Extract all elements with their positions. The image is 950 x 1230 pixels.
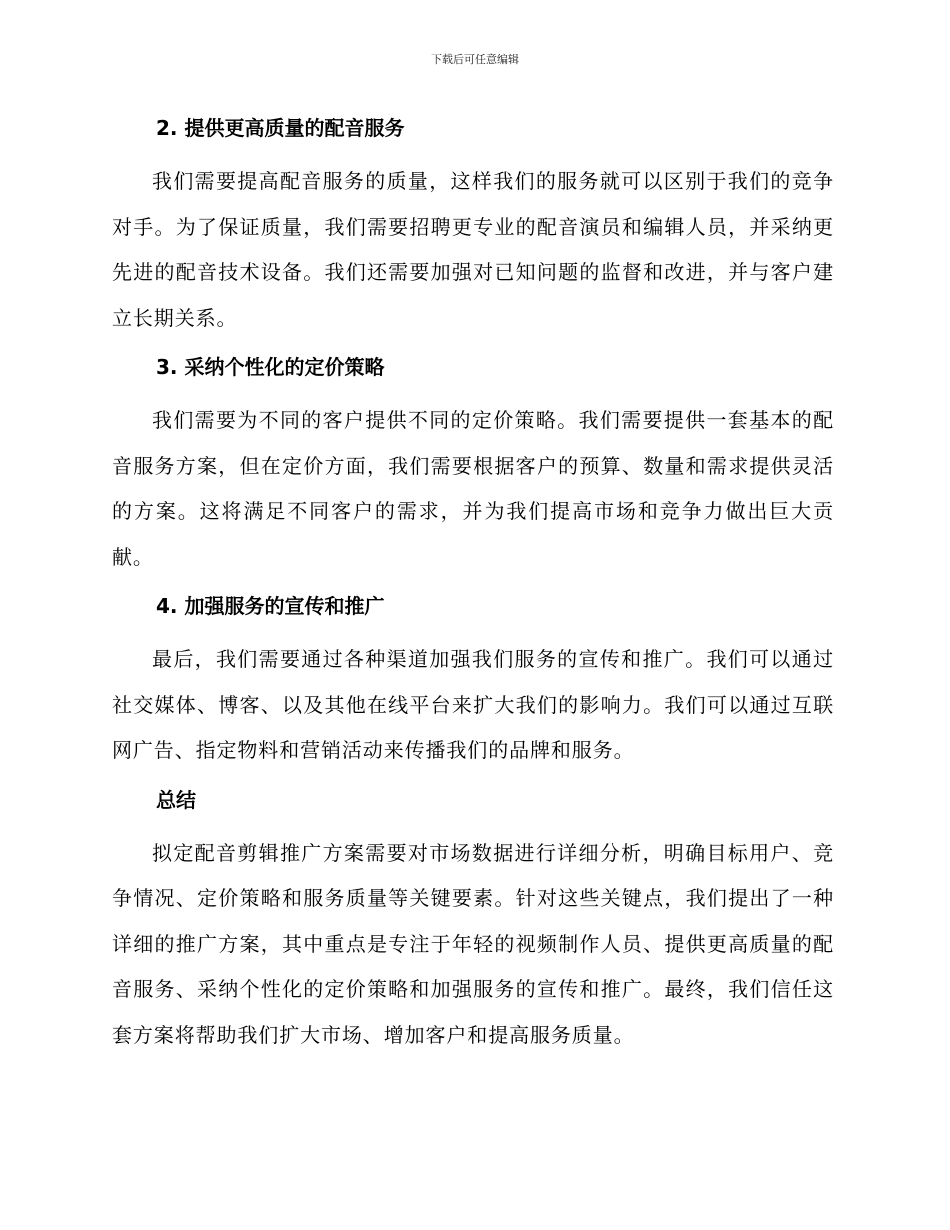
page-header: 下载后可任意编辑 [431,53,519,66]
section-heading-promotion: 4. 加强服务的宣传和推广 [156,594,385,618]
document-body [112,112,834,1068]
section-heading-summary: 总结 [156,787,196,812]
section-heading-pricing: 3. 采纳个性化的定价策略 [156,355,385,379]
section-paragraph-promotion: 最后，我们需要通过各种渠道加强我们服务的宣传和推广。我们可以通过社交媒体、博客、以及其他在线平台来扩大我们的影响力。我们可以通过互联网广告、指定物料和营销活动来传播我们的品牌和服务。 [112,647,834,762]
section-paragraph-summary: 拟定配音剪辑推广方案需要对市场数据进行详细分析，明确目标用户、竞争情况、定价策略和服务质量等关键要素。针对这些关键点，我们提出了一种详细的推广方案，其中重点是专注于年轻的视频制作人员、提供更高质量的配音服务、采纳个性化的定价策略和加强服务的宣传和推广。最终，我们信任这套方案将帮助我们扩大市场、增加客户和提高服务质量。 [112,840,834,1047]
section-heading-quality: 2. 提供更高质量的配音服务 [156,116,405,140]
section-paragraph-quality: 我们需要提高配音服务的质量，这样我们的服务就可以区别于我们的竞争对手。为了保证质量，我们需要招聘更专业的配音演员和编辑人员，并采纳更先进的配音技术设备。我们还需要加强对已知问题的监督和改进，并与客户建立长期关系。 [112,169,834,330]
section-paragraph-pricing: 我们需要为不同的客户提供不同的定价策略。我们需要提供一套基本的配音服务方案，但在定价方面，我们需要根据客户的预算、数量和需求提供灵活的方案。这将满足不同客户的需求，并为我们提高市场和竞争力做出巨大贡献。 [112,408,834,569]
